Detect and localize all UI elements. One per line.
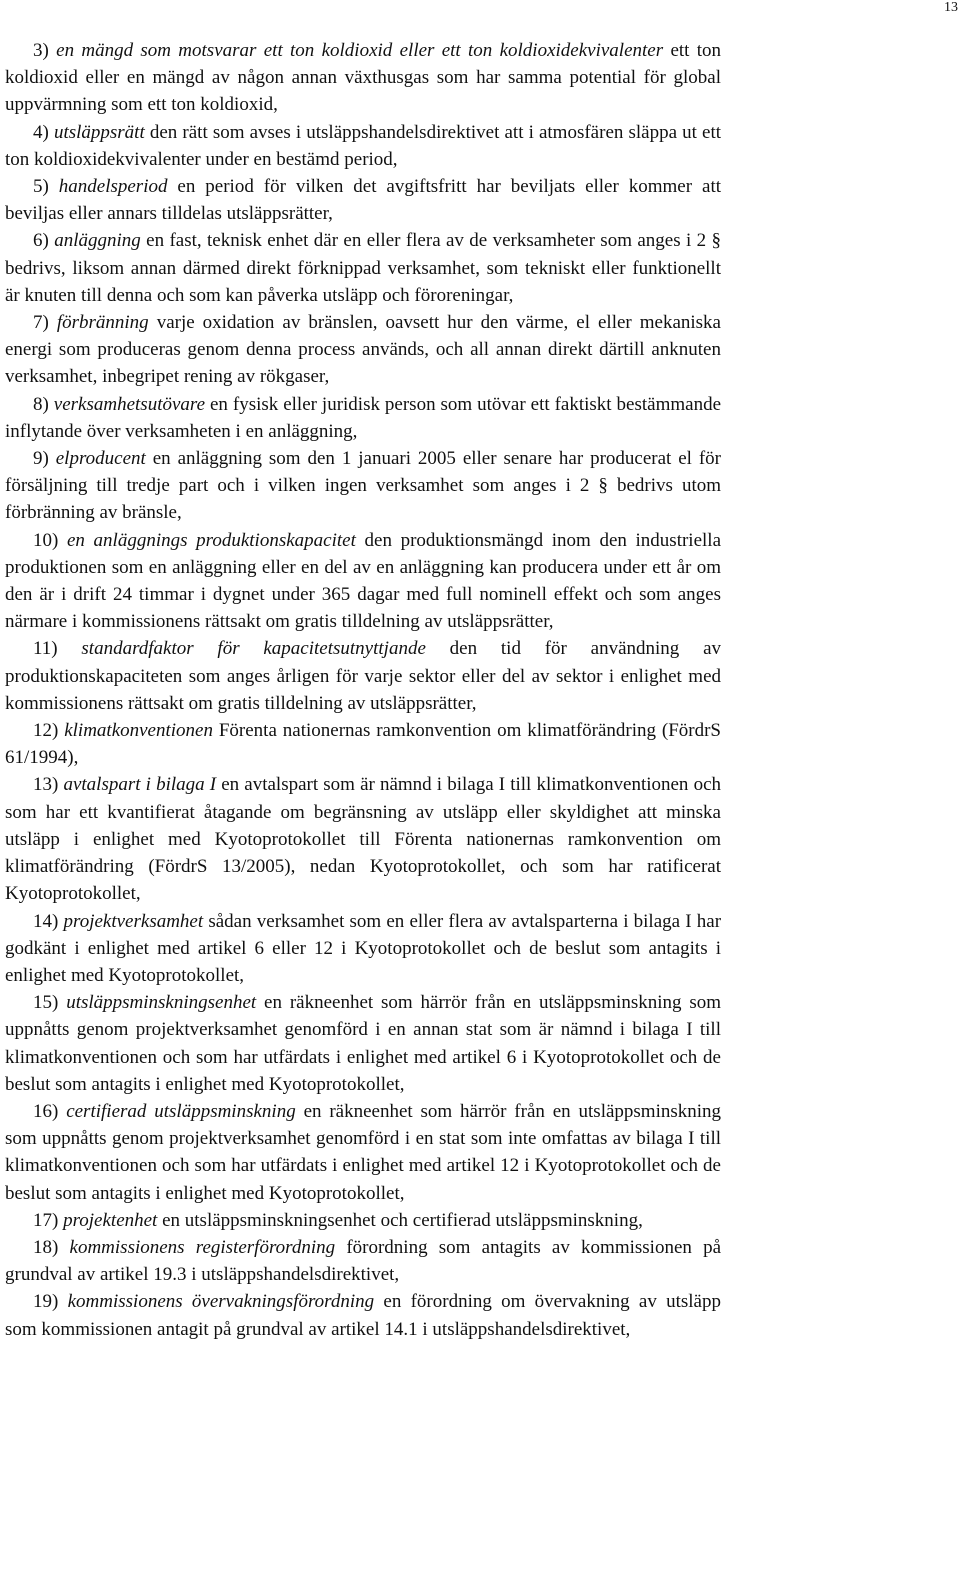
definition-text: en förordning om övervakning av utsläpp som kommissionen antagit på grundval av artikel 14.1 i utsläppshandelsdirektivet,: [5, 1291, 721, 1340]
defined-term: kommissionens övervakningsförordning: [67, 1291, 375, 1313]
definition-item: [5, 771, 721, 907]
item-number: 6): [33, 230, 49, 252]
defined-term: projektenhet: [63, 1209, 158, 1231]
defined-term: avtalspart i bilaga I: [63, 774, 217, 796]
definition-text: en fysisk eller juridisk person som utövar ett faktiskt bestämmande inflytande över verksamheten i en anläggning,: [5, 393, 721, 442]
definition-item: [5, 227, 721, 309]
defined-term: en mängd som motsvarar ett ton koldioxid eller ett ton koldioxidekvivalenter: [56, 40, 664, 61]
definition-item: [5, 908, 721, 990]
definition-text: en fast, teknisk enhet där en eller flera av de verksamheter som anges i 2 § bedrivs, liksom annan därmed direkt förknippad verksamhet, som tekniskt eller funktionellt är knuten till denna och som kan påverka utsläpp och föroreningar,: [5, 230, 722, 306]
definition-item: [5, 717, 721, 771]
page-number: 13: [944, 0, 958, 15]
definition-text: en räkneenhet som härrör från en utsläppsminskning som uppnåtts genom projektverksamhet genomförd i en stat som inte omfattas av bilaga I till klimatkonventionen och som har utfärdats i enlighet med artikel 12 i Kyotoprotokollet och de beslut som antagits i enlighet med Kyotoprotokollet,: [5, 1100, 722, 1204]
defined-term: elproducent: [55, 448, 146, 470]
definition-text: en period för vilken det avgiftsfritt har beviljats eller kommer att beviljas eller annars tilldelas utsläppsrätter,: [5, 176, 721, 225]
defined-term: projektverksamhet: [63, 910, 204, 932]
defined-term: anläggning: [54, 230, 141, 252]
item-number: 8): [33, 393, 49, 415]
item-number: 4): [33, 121, 49, 143]
definition-item: [5, 527, 721, 636]
item-number: 14): [33, 910, 59, 932]
definition-item: [5, 37, 721, 119]
definition-text: ett ton koldioxid eller en mängd av någon annan växthusgas som har samma potential för global uppvärmning som ett ton koldioxid,: [5, 40, 722, 116]
definitions-list: [5, 37, 721, 1343]
definition-text: en anläggning som den 1 januari 2005 eller senare har producerat el för försäljning till tredje part och i vilken ingen verksamhet som anges i 2 § bedrivs utom förbränning av bränsle,: [5, 448, 722, 524]
definition-item: [5, 119, 721, 173]
item-number: 17): [33, 1209, 59, 1231]
item-number: 5): [33, 176, 49, 198]
item-number: 12): [33, 720, 59, 742]
definition-text: sådan verksamhet som en eller flera av avtalsparterna i bilaga I har godkänt i enlighet med artikel 6 eller 12 i Kyotoprotokollet och de beslut som antagits i enlighet med Kyotoprotokollet,: [5, 910, 722, 986]
item-number: 3): [33, 40, 49, 61]
item-number: 15): [33, 992, 59, 1014]
defined-term: verksamhetsutövare: [53, 393, 206, 415]
definition-item: [5, 635, 721, 717]
definition-text: varje oxidation av bränslen, oavsett hur den värme, el eller mekaniska energi som produceras genom denna process används, och all annan direkt därtill anknuten verksamhet, inbegripet rening av rökgaser,: [5, 312, 721, 388]
defined-term: förbränning: [56, 312, 149, 334]
defined-term: kommissionens registerförordning: [69, 1236, 336, 1258]
item-number: 9): [33, 448, 49, 470]
definition-text: en räkneenhet som härrör från en utsläppsminskning som uppnåtts genom projektverksamhet genomförd i en annan stat som är nämnd i bilaga I till klimatkonventionen och som har utfärdats i enlighet med artikel 6 i Kyotoprotokollet och de beslut som antagits i enlighet med Kyotoprotokollet,: [5, 992, 722, 1095]
definition-item: [5, 391, 721, 445]
item-number: 10): [33, 529, 59, 551]
definition-item: [5, 1207, 721, 1234]
defined-term: certifierad utsläppsminskning: [66, 1100, 296, 1122]
definition-text: den produktionsmängd inom den industriella produktionen som en anläggning eller en del av en anläggning kan producera under ett år om den är i drift 24 timmar i dygnet under 365 dagar med full nominell effekt och som anges närmare i kommissionens rättsakt om gratis tilldelning av utsläppsrätter,: [5, 529, 722, 633]
item-number: 19): [33, 1291, 59, 1313]
definition-text: Förenta nationernas ramkonvention om klimatförändring (FördrS 61/1994),: [5, 720, 721, 769]
item-number: 18): [33, 1236, 59, 1258]
definition-item: [5, 989, 721, 1098]
item-number: 16): [33, 1100, 59, 1122]
defined-term: klimatkonventionen: [64, 720, 213, 742]
defined-term: utsläppsrätt: [53, 121, 145, 143]
definition-text: förordning som antagits av kommissionen på grundval av artikel 19.3 i utsläppshandelsdirektivet,: [5, 1236, 722, 1286]
item-number: 11): [33, 638, 58, 660]
definition-text: en avtalspart som är nämnd i bilaga I till klimatkonventionen och som har ett kvantifierat åtagande om begränsning av utsläpp eller skyldighet att minska utsläpp i enlighet med Kyotoprotokollet till Förenta nationernas ramkonvention om klimatförändring (FördrS 13/2005), nedan Kyotoprotokollet, och som har ratificerat Kyotoprotokollet,: [5, 774, 721, 905]
definition-text: en utsläppsminskningsenhet och certifierad utsläppsminskning,: [162, 1209, 643, 1231]
definition-text: den tid för användning av produktionskapaciteten som anges årligen för varje sektor eller del av sektor i enlighet med kommissionens rättsakt om gratis tilldelning av utsläppsrätter,: [5, 638, 721, 714]
definition-item: [5, 445, 721, 527]
definition-item: [5, 1098, 721, 1207]
definition-item: [5, 1288, 721, 1342]
defined-term: en anläggnings produktionskapacitet: [66, 529, 356, 551]
definition-text: den rätt som avses i utsläppshandelsdirektivet att i atmosfären släppa ut ett ton koldioxidekvivalenter under en bestämd period,: [5, 121, 722, 170]
definition-item: [5, 1234, 721, 1288]
defined-term: standardfaktor för kapacitetsutnyttjande: [81, 638, 426, 660]
definition-item: [5, 309, 721, 391]
defined-term: utsläppsminskningsenhet: [66, 992, 257, 1014]
item-number: 7): [33, 312, 49, 334]
defined-term: handelsperiod: [58, 176, 168, 198]
definition-item: [5, 173, 721, 227]
item-number: 13): [33, 774, 59, 796]
